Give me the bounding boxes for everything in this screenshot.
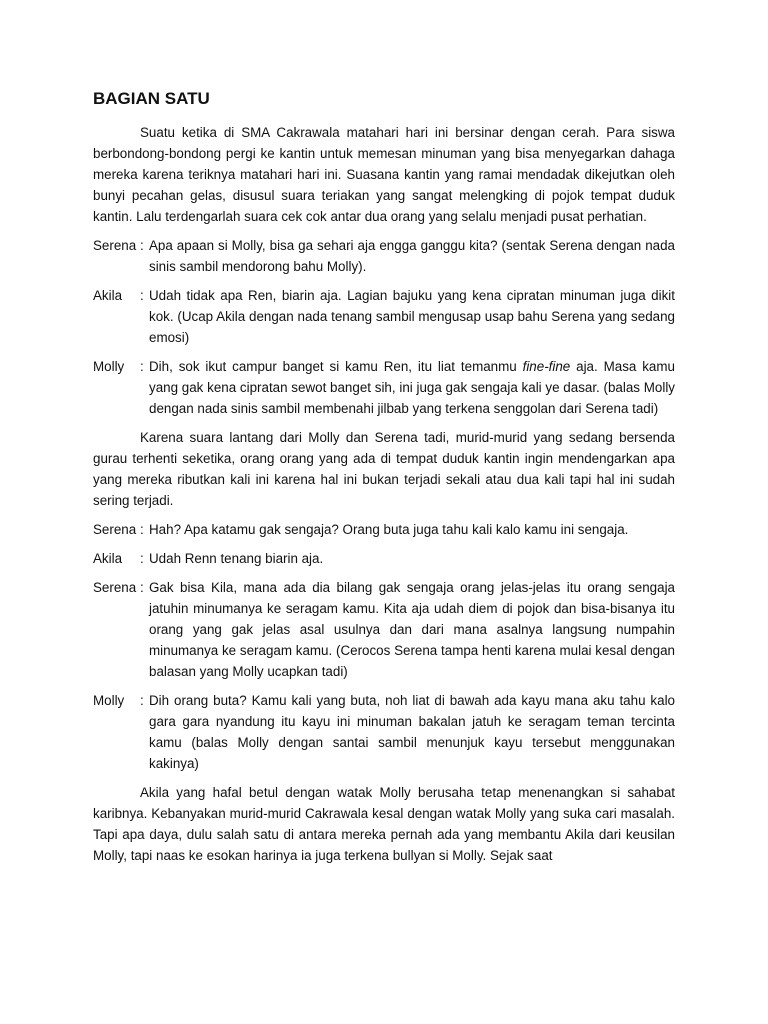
- chapter-title: BAGIAN SATU: [93, 89, 210, 108]
- speaker-name: Molly: [93, 359, 125, 374]
- dialogue-line: [93, 577, 675, 682]
- speaker-colon: :: [140, 580, 144, 595]
- dialogue-line: [93, 519, 675, 540]
- dialogue-text: Apa apaan si Molly, bisa ga sehari aja engga ganggu kita? (sentak Serena dengan nada sinis sambil mendorong bahu Molly).: [149, 238, 675, 274]
- dialogue-line: [93, 356, 675, 419]
- speaker-colon: :: [140, 238, 144, 253]
- italic-phrase: fine-fine: [522, 359, 571, 374]
- narrative-paragraph-3: Akila yang hafal betul dengan watak Molly berusaha tetap menenangkan si sahabat karibnya. Kebanyakan murid-murid Cakrawala kesal dengan watak Molly yang suka cari masalah. Tapi apa daya, dulu salah satu di antara mereka pernah ada yang membantu Akila dari keusilan Molly, tapi naas ke esokan harinya ia juga terkena bullyan si Molly. Sejak saat: [93, 785, 675, 863]
- dialogue-line: [93, 235, 675, 277]
- speaker-colon: :: [140, 551, 144, 566]
- speaker-name: Molly: [93, 693, 125, 708]
- narrative-paragraph-1: Suatu ketika di SMA Cakrawala matahari hari ini bersinar dengan cerah. Para siswa berbondong-bondong pergi ke kantin untuk memesan minuman yang bisa menyegarkan dahaga mereka karena teriknya matahari hari ini. Suasana kantin yang ramai mendadak dikejutkan oleh bunyi pecahan gelas, disusul suara teriakan yang sangat melengking di pojok tempat duduk kantin. Lalu terdengarlah suara cek cok antar dua orang yang selalu menjadi pusat perhatian.: [93, 125, 675, 224]
- dialogue-line: [93, 548, 675, 569]
- dialogue-line: [93, 690, 675, 774]
- speaker-colon: :: [140, 288, 144, 303]
- speaker-name: Serena: [93, 580, 137, 595]
- dialogue-text-part: aja. Masa kamu yang gak kena cipratan sewot banget sih, ini juga gak sengaja kali ye dasar. (balas Molly dengan nada sinis sambil membenahi jilbab yang terkena senggolan dari Serena tadi): [149, 359, 675, 416]
- dialogue-line: [93, 285, 675, 348]
- speaker-colon: :: [140, 522, 144, 537]
- document-page: [93, 88, 675, 874]
- speaker-name: Akila: [93, 551, 123, 566]
- speaker-colon: :: [140, 693, 144, 708]
- dialogue-text: Dih orang buta? Kamu kali yang buta, noh liat di bawah ada kayu mana aku tahu kalo gara gara nyandung itu kayu ini minuman bakalan jatuh ke seragam teman tercinta kamu (balas Molly dengan santai sambil menunjuk kayu tersebut menggunakan kakinya): [149, 693, 675, 771]
- dialogue-text: Udah Renn tenang biarin aja.: [149, 551, 324, 566]
- speaker-name: Serena: [93, 238, 137, 253]
- dialogue-text-part: Dih, sok ikut campur banget si kamu Ren, itu liat temanmu: [149, 359, 523, 374]
- speaker-colon: :: [140, 359, 144, 374]
- dialogue-text: Hah? Apa katamu gak sengaja? Orang buta juga tahu kali kalo kamu ini sengaja.: [149, 522, 629, 537]
- speaker-name: Akila: [93, 288, 123, 303]
- speaker-name: Serena: [93, 522, 137, 537]
- dialogue-text: Udah tidak apa Ren, biarin aja. Lagian bajuku yang kena cipratan minuman juga dikit kok. (Ucap Akila dengan nada tenang sambil mengusap usap bahu Serena yang sedang emosi): [149, 288, 675, 345]
- dialogue-text: Gak bisa Kila, mana ada dia bilang gak sengaja orang jelas-jelas itu orang sengaja jatuhin minumanya ke seragam kamu. Kita aja udah diem di pojok dan bisa-bisanya itu orang yang gak jelas asal usulnya dan dari mana asalnya langsung numpahin minumanya ke seragam kamu. (Cerocos Serena tampa henti karena mulai kesal dengan balasan yang Molly ucapkan tadi): [149, 580, 675, 679]
- dialogue-text: [149, 356, 675, 419]
- narrative-paragraph-2: Karena suara lantang dari Molly dan Serena tadi, murid-murid yang sedang bersenda gurau terhenti seketika, orang orang yang ada di tempat duduk kantin ingin mendengarkan apa yang mereka ributkan kali ini karena hal ini bukan terjadi sekali atau dua kali tapi hal ini sudah sering terjadi.: [93, 430, 675, 508]
